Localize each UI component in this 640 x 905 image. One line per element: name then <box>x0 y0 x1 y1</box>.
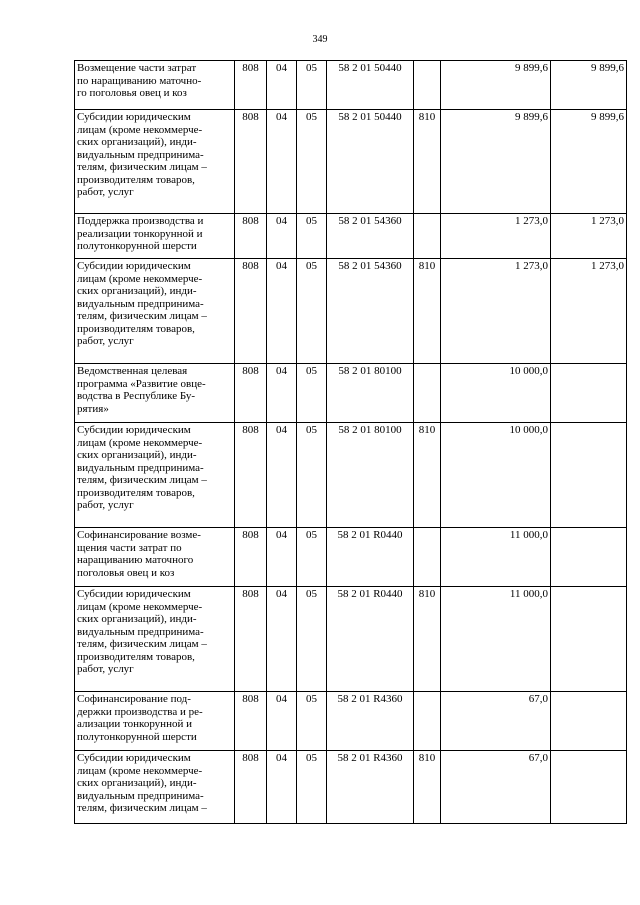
amount-1: 67,0 <box>441 692 551 751</box>
amount-1: 10 000,0 <box>441 364 551 423</box>
amount-2 <box>551 751 627 824</box>
subsection-code: 05 <box>297 587 327 692</box>
amount-1: 1 273,0 <box>441 214 551 259</box>
ministry-code: 808 <box>235 61 267 110</box>
target-article-code: 58 2 01 54360 <box>327 259 414 364</box>
ministry-code: 808 <box>235 364 267 423</box>
row-name: Поддержка производства и реализации тонкорунной и полутонкорунной шерсти <box>75 214 235 259</box>
subsection-code: 05 <box>297 259 327 364</box>
expense-type-code: 810 <box>414 259 441 364</box>
amount-2 <box>551 692 627 751</box>
amount-1: 11 000,0 <box>441 528 551 587</box>
ministry-code: 808 <box>235 587 267 692</box>
amount-1: 11 000,0 <box>441 587 551 692</box>
expense-type-code <box>414 364 441 423</box>
row-name: Софинансирование под- держки производства и ре- ализации тонкорунной и полутонкорунной шерсти <box>75 692 235 751</box>
target-article-code: 58 2 01 R0440 <box>327 528 414 587</box>
ministry-code: 808 <box>235 751 267 824</box>
table-row <box>75 259 627 364</box>
section-code: 04 <box>267 528 297 587</box>
ministry-code: 808 <box>235 214 267 259</box>
target-article-code: 58 2 01 80100 <box>327 423 414 528</box>
table-row <box>75 751 627 824</box>
target-article-code: 58 2 01 R0440 <box>327 587 414 692</box>
table-row <box>75 364 627 423</box>
section-code: 04 <box>267 364 297 423</box>
amount-2: 9 899,6 <box>551 61 627 110</box>
ministry-code: 808 <box>235 528 267 587</box>
amount-1: 67,0 <box>441 751 551 824</box>
row-name: Возмещение части затрат по наращиванию маточно- го поголовья овец и коз <box>75 61 235 110</box>
page-number: 349 <box>312 34 328 45</box>
table-row <box>75 528 627 587</box>
amount-2 <box>551 423 627 528</box>
amount-2: 9 899,6 <box>551 110 627 214</box>
amount-1: 10 000,0 <box>441 423 551 528</box>
amount-2 <box>551 364 627 423</box>
target-article-code: 58 2 01 R4360 <box>327 751 414 824</box>
subsection-code: 05 <box>297 751 327 824</box>
section-code: 04 <box>267 61 297 110</box>
table-row <box>75 214 627 259</box>
amount-1: 9 899,6 <box>441 110 551 214</box>
row-name: Субсидии юридическим лицам (кроме некоммерче- ских организаций), инди- видуальным предпринима- телям, физическим лицам – производителям товаров, работ, услуг <box>75 259 235 364</box>
table-row <box>75 587 627 692</box>
table-row <box>75 110 627 214</box>
subsection-code: 05 <box>297 110 327 214</box>
amount-2: 1 273,0 <box>551 214 627 259</box>
ministry-code: 808 <box>235 423 267 528</box>
section-code: 04 <box>267 692 297 751</box>
subsection-code: 05 <box>297 364 327 423</box>
subsection-code: 05 <box>297 528 327 587</box>
budget-table <box>74 60 627 824</box>
section-code: 04 <box>267 110 297 214</box>
row-name: Ведомственная целевая программа «Развитие овце- водства в Республике Бу- рятия» <box>75 364 235 423</box>
row-name: Софинансирование возме- щения части затрат по наращиванию маточного поголовья овец и коз <box>75 528 235 587</box>
table-row <box>75 61 627 110</box>
target-article-code: 58 2 01 80100 <box>327 364 414 423</box>
subsection-code: 05 <box>297 692 327 751</box>
expense-type-code: 810 <box>414 110 441 214</box>
target-article-code: 58 2 01 50440 <box>327 110 414 214</box>
section-code: 04 <box>267 587 297 692</box>
section-code: 04 <box>267 423 297 528</box>
expense-type-code <box>414 692 441 751</box>
expense-type-code <box>414 214 441 259</box>
table-row <box>75 692 627 751</box>
row-name: Субсидии юридическим лицам (кроме некоммерче- ских организаций), инди- видуальным предпринима- телям, физическим лицам – производителям товаров, работ, услуг <box>75 587 235 692</box>
target-article-code: 58 2 01 50440 <box>327 61 414 110</box>
subsection-code: 05 <box>297 214 327 259</box>
subsection-code: 05 <box>297 423 327 528</box>
amount-2 <box>551 528 627 587</box>
row-name: Субсидии юридическим лицам (кроме некоммерче- ских организаций), инди- видуальным предпринима- телям, физическим лицам – производителям товаров, работ, услуг <box>75 423 235 528</box>
ministry-code: 808 <box>235 692 267 751</box>
expense-type-code <box>414 528 441 587</box>
amount-1: 1 273,0 <box>441 259 551 364</box>
row-name: Субсидии юридическим лицам (кроме некоммерче- ских организаций), инди- видуальным предпринима- телям, физическим лицам – производителям товаров, работ, услуг <box>75 110 235 214</box>
expense-type-code: 810 <box>414 423 441 528</box>
row-name: Субсидии юридическим лицам (кроме некоммерче- ских организаций), инди- видуальным предпринима- телям, физическим лицам – <box>75 751 235 824</box>
expense-type-code: 810 <box>414 587 441 692</box>
table-row <box>75 423 627 528</box>
ministry-code: 808 <box>235 110 267 214</box>
section-code: 04 <box>267 214 297 259</box>
section-code: 04 <box>267 751 297 824</box>
amount-1: 9 899,6 <box>441 61 551 110</box>
amount-2 <box>551 587 627 692</box>
expense-type-code <box>414 61 441 110</box>
target-article-code: 58 2 01 R4360 <box>327 692 414 751</box>
amount-2: 1 273,0 <box>551 259 627 364</box>
subsection-code: 05 <box>297 61 327 110</box>
ministry-code: 808 <box>235 259 267 364</box>
expense-type-code: 810 <box>414 751 441 824</box>
section-code: 04 <box>267 259 297 364</box>
target-article-code: 58 2 01 54360 <box>327 214 414 259</box>
